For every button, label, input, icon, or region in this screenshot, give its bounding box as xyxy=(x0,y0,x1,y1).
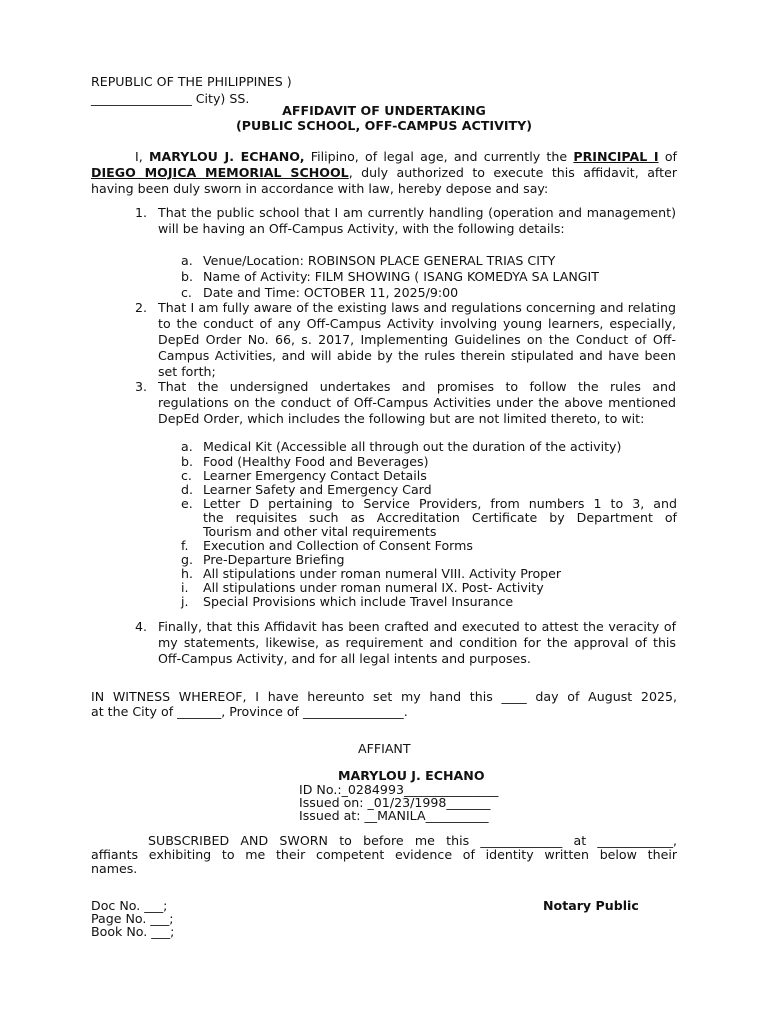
witness-line-2: at the City of _______, Province of ________________. xyxy=(91,704,408,719)
intro-mid: Filipino, of legal age, and currently the xyxy=(304,149,574,164)
sub-item-letter: j. xyxy=(181,594,189,609)
sub-item-text: Learner Safety and Emergency Card xyxy=(203,482,432,497)
intro-paragraph xyxy=(91,149,677,197)
sub-item-letter: a. xyxy=(181,253,193,268)
title-line-2: (PUBLIC SCHOOL, OFF-CAMPUS ACTIVITY) xyxy=(236,118,532,133)
sub-item-text: Food (Healthy Food and Beverages) xyxy=(203,454,429,469)
position-title: PRINCIPAL I xyxy=(573,149,659,164)
affiant-name: MARYLOU J. ECHANO xyxy=(338,768,485,783)
book-no: Book No. ___; xyxy=(91,924,175,939)
item-number: 2. xyxy=(135,300,148,315)
intro-i: I, xyxy=(135,149,149,164)
subscribed-line-2: affiants exhibiting to me their competent evidence of identity written below their xyxy=(91,847,677,862)
id-label: ID No.: xyxy=(299,782,342,797)
school-name: DIEGO MOJICA MEMORIAL SCHOOL xyxy=(91,165,349,180)
sub-item-text: the requisites such as Accreditation Certificate by Department of xyxy=(203,510,677,525)
affiant-issued-at xyxy=(299,808,489,823)
title-line-1: AFFIDAVIT OF UNDERTAKING xyxy=(282,103,486,118)
affiant-label: AFFIANT xyxy=(358,741,411,756)
sub-item-letter: a. xyxy=(181,439,193,454)
sub-item-text: Medical Kit (Accessible all through out the duration of the activity) xyxy=(203,439,622,454)
sub-item-text: Name of Activity: FILM SHOWING ( ISANG KOMEDYA SA LANGIT xyxy=(203,269,599,284)
sub-item-letter: e. xyxy=(181,496,193,511)
item-text: That the undersigned undertakes and promises to follow the rules and regulations on the conduct of Off-Campus Activities under the above mentioned DepEd Order, which includes the following but are not limited thereto, to wit: xyxy=(158,379,676,426)
subscribed-line-3: names. xyxy=(91,861,138,876)
sub-item-letter: d. xyxy=(181,482,193,497)
sub-item-text: Letter D pertaining to Service Providers, from numbers 1 to 3, and xyxy=(203,496,677,511)
sub-item-text: Pre-Departure Briefing xyxy=(203,552,345,567)
issued-at-label: Issued at: xyxy=(299,808,365,823)
issued-on-label: Issued on: xyxy=(299,795,368,810)
sub-item-letter: g. xyxy=(181,552,193,567)
issued-on-value: _01/23/1998_______ xyxy=(367,795,491,810)
sub-item-letter: f. xyxy=(181,538,189,553)
sub-item-letter: i. xyxy=(181,580,189,595)
intro-of: of xyxy=(658,149,677,164)
intro-rest: , duly authorized to execute this affidavit, after having been duly sworn in accordance with law, hereby depose and say: xyxy=(91,165,677,196)
doc-no: Doc No. ___; xyxy=(91,898,168,913)
sub-item-text: Tourism and other vital requirements xyxy=(203,524,437,539)
item-number: 3. xyxy=(135,379,148,394)
item-text: Finally, that this Affidavit has been crafted and executed to attest the veracity of my statements, likewise, as requirement and condition for the approval of this Off-Campus Activity, and for all legal intents and purposes. xyxy=(158,619,676,666)
sub-item-text: All stipulations under roman numeral VIII. Activity Proper xyxy=(203,566,562,581)
sub-item-text: All stipulations under roman numeral IX. Post- Activity xyxy=(203,580,544,595)
sub-item-text: Date and Time: OCTOBER 11, 2025/9:00 xyxy=(203,285,459,300)
affiant-name-inline: MARYLOU J. ECHANO, xyxy=(148,149,305,164)
item-number: 4. xyxy=(135,619,148,634)
item-text: That I am fully aware of the existing laws and regulations concerning and relating to the conduct of any Off-Campus Activity involving young learners, especially, DepEd Order No. 66, s. 2017, Implementing Guidelines on the Conduct of Off-Campus Activities, and will abide by the rules therein stipulated and have been set forth; xyxy=(158,300,676,379)
subscribed-line-1: SUBSCRIBED AND SWORN to before me this _____________ at ____________, xyxy=(148,833,677,848)
republic-line: REPUBLIC OF THE PHILIPPINES ) xyxy=(91,74,292,89)
item-text: That the public school that I am currently handling (operation and management) will be having an Off-Campus Activity, with the following details: xyxy=(158,205,676,236)
sub-item-text: Execution and Collection of Consent Forms xyxy=(203,538,473,553)
item-number: 1. xyxy=(135,205,148,220)
sub-item-text: Learner Emergency Contact Details xyxy=(203,468,427,483)
notary-public-label: Notary Public xyxy=(543,898,639,913)
sub-item-letter: c. xyxy=(181,285,192,300)
page-no: Page No. ___; xyxy=(91,911,174,926)
issued-at-value: __MANILA__________ xyxy=(364,808,489,823)
id-value: _0284993_______________ xyxy=(341,782,499,797)
city-line: ________________ City) SS. xyxy=(91,91,250,106)
sub-item-letter: c. xyxy=(181,468,192,483)
sub-item-text: Venue/Location: ROBINSON PLACE GENERAL TRIAS CITY xyxy=(203,253,556,268)
sub-item-letter: b. xyxy=(181,269,193,284)
sub-item-letter: b. xyxy=(181,454,193,469)
witness-line-1: IN WITNESS WHEREOF, I have hereunto set my hand this ____ day of August 2025, xyxy=(91,689,677,704)
sub-item-letter: h. xyxy=(181,566,193,581)
sub-item-text: Special Provisions which include Travel Insurance xyxy=(203,594,514,609)
